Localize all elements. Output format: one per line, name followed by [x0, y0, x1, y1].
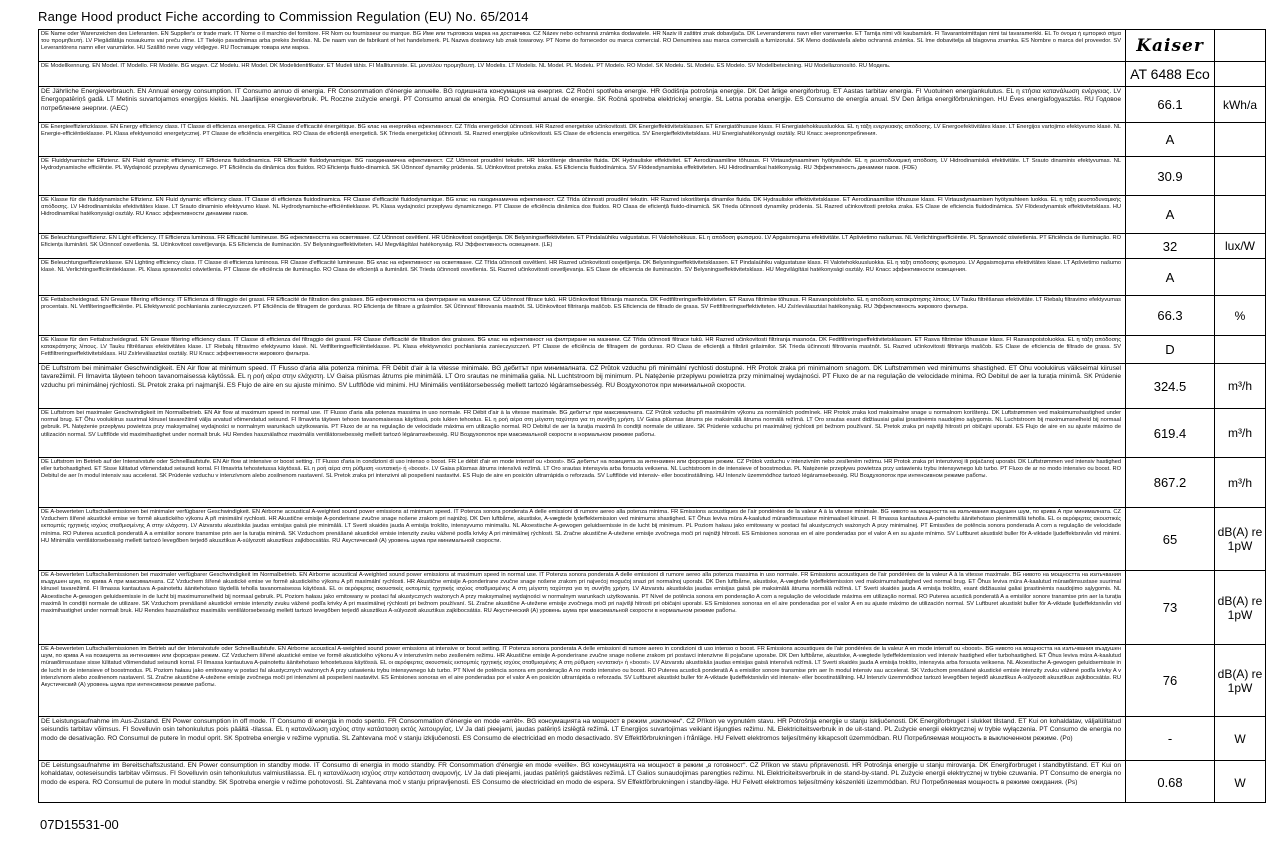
row-unit [1215, 336, 1265, 363]
row-value: 73 [1125, 571, 1215, 644]
row-value: D [1125, 336, 1215, 363]
row-model [39, 62, 1265, 87]
row-unit: W [1234, 775, 1246, 790]
row-value: 66.3 [1125, 296, 1215, 335]
row-unit [1215, 196, 1265, 233]
row-description: DE Name oder Warenzeichen des Lieferanten. EN Supplier's or trade mark. IT Nome o il marchio del fornitore. FR Nom ou fournisseur ou marque. BG Име или търговска марка на доставчика. CZ Název nebo ochranná známka dodavatele. HR Naziv ili zaštitni znak dobavljača. DK Leverandørens navn eller varemærke. ET Tarnija nimi või kaubamärk. FI Tavarantoimittajan nimi tai tavaramerkki. EL Το όνομα ή εμπορικό σήμα του προμηθευτή. LV Piegādātāja nosaukums vai preču zīme. LT Tiekėjo pavadinimas arba prekės ženklas. NL De naam van de fabrikant of het handelsmerk. PL Nazwa dostawcy lub znak towarowy. PT Nome do fornecedor ou marca comercial. RO Denumirea sau marca comercială a furnizorului. SK Meno dodávateľa alebo ochranná známka. SL Ime dobavitelja ali blagovna znamka. ES Nombre o marca del proveedor. SV Leverantörens namn eller varumärke. HU Szállító neve vagy védjegye. RU Поставщик товара или марка. [41, 31, 1121, 52]
row-unit: dB(A) re 1pW [1217, 666, 1263, 695]
row-unit: dB(A) re 1pW [1217, 593, 1263, 622]
row-description: DE Luftstrom bei maximaler Geschwindigkeit im Normalbetrieb. EN Air flow at maximum speed in normal use. IT Flusso d'aria alla potenza massima in uso normale. FR Débit d'air à la vitesse maximale. BG дебитът при максималната. CZ Průtok vzduchu při maximálním výkonu za normálních podmínek. HR Protok zraka kod maksimalne snage u normalnom korištenju. DK Luftstrømmen ved maksimumshastighed under normal brug. ET Õhu voolukiirus suurimal kiirusel tavarežiimil välja arvatud võimendatud seisund. FI Ilmavirta täyteen tehoon tavanomaisessa käytössä, pois lukien tehostus. EL η ροή αέρα στη μέγιστη ταχύτητα για τη συνήθη χρήση. LV Gaisa plūsmas ātrums pie maksimālā ātruma normālā režīmā. LT Oro srautas esant didžiausiai galiai įprastinėmis naudojimo sąlygomis. NL Luchtstroom bij maximumsnelheid bij normaal gebruik. PL Natężenie przepływu powietrza przy maksymalnej wydajności w normalnym warunkach użytkowania. PT Fluxo de ar na regulação de velocidade máxima em utilização normal. RO Debitul de aer la turația maximă în condiții normale de utilizare. SK Prúdenie vzduchu pri maximálnej rýchlosti pri bežnom používaní. SL Pretok zraka pri najvišji hitrosti pri običajni uporabi. ES Flujo de aire en su ajuste máximo de utilización normal. SV Luftflöde vid maximihastighet under normalt bruk. HU Rendes használathoz maximális ventilátorsebesség mellett tartozó légáramsebesség. RU Воздухопоток при максимальной скорости в нормальном режиме работы. [41, 410, 1121, 438]
row-power-off [39, 717, 1265, 761]
fiche-title: Range Hood product Fiche according to Commission Regulation (EU) No. 65/2014 [38, 9, 529, 24]
row-description: DE Leistungsaufnahme im Bereitschaftszustand. EN Power consumption in standby mode. IT Consumo di energia in modo standby. FR Consommation d'énergie en mode «veille». BG консумацията на мощност в режим „в готовност“. CZ Příkon ve stavu připravenosti. HR Potrošnja energije u stanju mirovanja. DK Energiforbruget i standbytilstand. ET Kui on kohaldatav, ooteseisundis tarbitav võimsus. FI Sovelluvin osin tehonkulutus valmiustilassa. EL η κατανάλωση ισχύος στην κατάσταση αναμονής. LV Ja dati pieejami, jaudas patēriņš gaidstāves režīmā. LT Galios sunaudojimas parengties režimu. NL Elektriciteitsverbruik in de stand-by-stand. PL Zużycie energii elektrycznej w trybie czuwania. PT Consumo de energia no modo de espera. RO Consumul de putere în modul standby. SK Spotreba energie v režime pohotovosti. SL Zahtevana moč v stanju pripravljenosti. ES Consumo de electricidad en modo de espera. SV Effektförbrukningen i standby-läge. HU Felvett elektromos teljesítmény készenléti üzemmódban. RU Потребляемая мощность в режиме ожидания. (Ps) [41, 762, 1121, 786]
row-value: 30.9 [1125, 157, 1215, 195]
row-description: DE Beleuchtungseffizienzklasse. EN Lighting efficiency class. IT Classe di efficienza luminosa. FR Classe d'efficacité lumineuse. BG клас на ефективност на осветяване. CZ Třída účinnosti osvětlení. HR Razred učinkovitosti osvjetljenja. DK Belysningseffektivitetsklassen. ET Pindalaühiku valgustatuse klass. FI Valotehokkuusluokka. EL η τάξη απόδοσης φωτισμού. LV Apgaismojuma efektivitātes klase. LT Apšvietimo našumo klasė. NL Verlichtingsefficiëntieklasse. PL Klasa sprawności oświetlenia. PT Classe de eficiência de iluminação. RO Clasa de eficiență a iluminării. SK Trieda účinnosti osvetlenia. SL Razred učinkovitosti osvetljevanja. ES Clase de eficiencia de iluminación. SV Belysningseffektivitetsklass. HU Megvilágítási hatékonysági osztály. RU Класс эффективности освещения. [41, 260, 1121, 274]
row-fluid-efficiency [39, 157, 1265, 196]
row-description: DE A-bewerteten Luftschallemissionen bei minimaler verfügbarer Geschwindigkeit. EN Airborne acoustical A-weighted sound power emissions at minimum speed. IT Potenza sonora ponderata A delle emissioni di rumore aereo alla potenza minima. FR Émissions acoustiques de l'air pondérées de la valeur A à la vitesse minimale. BG нивото на мощността на излъчвания въздушен шум, по крива А при минималната. CZ Vzduchem šířené akustické emise ve formě akustického výkonu A při minimální rychlosti. HR Akustične emisije A-ponderirane zvučne snage nošene zrakom pri najnižoj. DK Den luftbårne, akustiske, A-vægtede lydeffektemission ved minimums shastighed. ET Õhus leviva müra A-kaalutud mürавõimsustase minimaalsel kiirusel. FI Ilmassa kantautuva A-painotettu äänitehotaso pienimmällä teholla. EL οι αερόφερτες ακουστικές εκπομπές ηχητικής ισχύος σταθμισμένης A στην ελάχιστη. LV Aizvarstu akustiskās jaudas emisijas gaisā pie minimālā. LT Sverti skaidės jauda A emisija trokšto, intensyvumo minimaliu. NL Akoestische A-gewogen geluidsemissie in de lucht bij minimum. PL Poziom hałasu jako emitowany w postaci fal akustycznych ważonych A przy minimalnej. PT Emissões de potência sonora ponderada A com a regulação de velocidade mínima. RO Puterea acustică ponderată A a emisiilor sonore transmise prin aer la turația minimă. SK Vzduchom prenášané akustické emisie intenzity zvuku vážené podľa krivky A pri minimálnej rýchlosti. SL Zračne akustične A-utežene emisije zvočnega moči pri najnižji hitrosti. ES Emisiones sonoras en el aire ponderadas por el valor A en su ajuste mínimo. SV Luftburet akustiskt buller för A-viktade ljudeffektsnivån vid minimi. HU Minimális ventilátorsebesség mellett tartozó levegőben terjedő akusztikus A-súlyozott akusztikus zajkibocsátás. RU Акустический (A) уровень шума при минимальной скорости. [41, 509, 1121, 544]
row-description: DE Leistungsaufnahme im Aus-Zustand. EN Power consumption in off mode. IT Consumo di energia in modo spento. FR Consommation d'énergie en mode «arrêt». BG консумацията на мощност в режим „изключен“. CZ Příkon ve vypnutém stavu. HR Potrošnja energije u stanju isključenosti. DK Energiforbruget i slukket tilstand. ET Kui on kohaldatav, väljalülitatud seisundis tarbitav võimsus. FI Sovelluvin osin tehonkulutus pois päältä -tilassa. EL η κατανάλωση ισχύος στην κατάσταση εκτός λειτουργίας. LV Ja dati pieejami, jaudas patēriņš izslēgtā režīmā. LT Energijos suvartojimas veikiant išjungties režimu. NL Elektriciteitsverbruik in de uit-stand. PL Zużycie energii elektrycznej w trybie wyłączenia. PT Consumo de energia no modo de desativação. RO Consumul de putere în modul oprit. SK Spotreba energie v režime vypnutia. SL Zahtevana moč v stanju izključenosti. ES Consumo de electricidad en modo desactivado. SV Effektförbrukningen i frånläge. HU Felvett elektromos teljesítmény kikapcsolt üzemmódban. RU Потребляемая мощность в выключенном режиме. (Po) [41, 718, 1121, 742]
row-value: 66.1 [1125, 87, 1215, 122]
row-unit: % [1234, 308, 1246, 323]
row-annual-energy [39, 87, 1265, 123]
row-description: DE Fettabscheidegrad. EN Grease filtering efficiency. IT Efficienza di filtraggio dei grassi. FR Efficacité de filtration des graisses. BG ефективността на филтриране на мазнини. CZ Účinnost filtrace tuků. HR Učinkovitost filtriranja masnoća. DK Fedtfiltreringseffektiviteten. ET Rasva filtrimise tõhusus. FI Rasvanpoistoteho. EL η απόδοση κατακράτησης λίπους. LV Tauku filtrēšanas efektivitāte. LT Riebalų filtravimo efektyvumas procentais. NL Vetfilteringsefficiëntie. PL Efektywność pochłaniania zanieczyszczeń. PT Eficiência de filtragem de gorduras. RO Eficiența de filtrare a grăsimilor. SK Účinnosť filtrovania mastnôt. SL Učinkovitost filtriranja maščob. ES Eficiencia de filtrado de grasa. SV Fettfiltreringseffektiviteten. HU Zsírleválasztási hatékonyság. RU Эффективность жирового фильтра. [41, 297, 1121, 311]
row-unit: lux/W [1225, 239, 1255, 253]
row-value: 619.4 [1125, 409, 1215, 457]
row-lighting-class [39, 259, 1265, 296]
row-value: A [1125, 259, 1215, 295]
row-description: DE A-bewerteten Luftschallemissionen im Betrieb auf der Intensivstufe oder Schnelllaufstufe. EN Airborne acoustical A-weighted sound power emissions at intensive or boost setting. IT Potenza sonora ponderata A delle emissioni di rumore aereo in condizioni di uso intenso o boost. FR Émissions acoustiques de l'air pondérées de la valeur A en mode intensif ou «boost». BG нивото на мощността на излъчвания въздушен шум, по крива А на позицията за интензивен или форсиран режим. CZ Vzduchem šířené akustické emise ve formě akustického výkonu A v intenzivním nebo zesíleném režimu. HR Akustične emisije A-ponderirane zvučne snage nošene zrakom pri postavci intenzivne ili pojačane uporabe. DK Den luftbårne, akustiske, A-vægtede lydeffektemission ved intensiv hastighed eller turbohastighed. ET Õhus leviva müra A-kaalutud mürавõimsustase sisse lülitatud võimendatud seisundi korral. FI Ilmassa kantautuva A-painotettu äänitehotaso tehostetussa käytössä. EL οι αερόφερτες ακουστικές εκπομπές ηχητικής ισχύος σταθμισμένης A στη ρύθμιση «εντατική» ή «boost». LV Aizvarstu akustiskās jaudas emisijas gaisā intensīvā režīmā. LT Sverti skaidės jauda A emisija trokšto, intensyvia arba forsuota veiksena. NL Akoestische A-gewogen geluidsemissie in de lucht in de intensieve of boostmodus. PL Poziom hałasu jako emitowany w postaci fal akustycznych ważonych A przy ustawieniu trybu intensywnego lub turbo. PT Nível de potência sonora em ponderação A no modo intensivo ou boost. RO Puterea acustică ponderată A a emisiilor sonore transmise prin aer în modul intensiv sau accelerat. SK Vzduchom prenášané akustické emisie intenzity zvuku vážené podľa krivky A v intenzívnom alebo zosilnenom nastavení. SL Zračne akustične A-utežene emisije zvočnega moči pri intenzivni ali pospešeni nastavitvi. ES Emisiones sonoras en el aire ponderadas por el valor A en posición ultrarrápida o reforzada. SV Luftburet akustiskt buller för A-viktade ljudeffektsnivån vid intensiv- eller boostinställning. HU Intenzív üzemmódhoz tartozó levegőben terjedő akusztikus A-súlyozott akusztikus zajkibocsátás. RU Акустический (A) уровень шума при интенсивном режиме работы. [41, 646, 1121, 689]
row-grease-efficiency [39, 296, 1265, 336]
row-description: DE Luftstrom bei minimaler Geschwindigkeit. EN Air flow at minimum speed. IT Flusso d'aria alla potenza minima. FR Débit d'air à la vitesse minimale. BG дебитът при минималната. CZ Průtok vzduchu při minimální rychlosti dostupné. HR Protok zraka pri minimalnom snagom. DK Luftstrømmen ved minimums shastighed. ET Õhu voolukiirus väikseimal kiirusel tavarežiimil. FI Ilmavirta täyteen tehoon tavanomaisessa käytössä. EL η ροή αέρα στην ελάχιστη. LV Gaisa plūsmas ātrums pie minimālā. LT Oro srautas ne minimalia galia. NL Luchtstroom bij minimum. PL Natężenie przepływu powietrza przy minimalnej wydajności. PT Fluxo de ar na regulação de velocidade mínima. RO Debitul de aer la turația minimă. SK Prúdenie vzduchu pri minimálnej rýchlosti. SL Pretok zraka pri najmanjši. ES Flujo de aire en su ajuste mínimo. SV Luftflöde vid minimi. HU Minimális ventilátorsebesség mellett tartozó légáramsebesség. RU Воздухопоток при минимальной скорости. [41, 365, 1121, 389]
row-airflow-min [39, 364, 1265, 409]
row-airflow-max [39, 409, 1265, 458]
row-unit [1215, 157, 1265, 195]
row-description: DE Luftstrom im Betrieb auf der Intensivstufe oder Schnelllaufstufe. EN Air flow at intensive or boost setting. IT Flusso d'aria in condizioni di uso intenso o boost. FR Le débit d'air en mode intensif ou «boost». BG дебитът на позицията за интензивен или форсиран режим. CZ Průtok vzduchu v intenzivním nebo zesíleném režimu. HR Protok zraka pri intenzivnoj ili pojačanoj uporabi. DK Luftstrømmen ved intensiv hastighed eller turbohastighed. ET Sisse lülitatud võimendatud seisundi korral. FI Ilmavirta tehostetussa käytössä. EL η ροή αέρα στη ρύθμιση «εντατική» ή «boost». LV Gaisa plūsmas ātrums intensīvā režīmā. LT Oro srautas intensyvia arba forsuota veiksena. NL Luchtstroom in de intensieve of boostmodus. PL Natężenie przepływu powietrza przy ustawieniu trybu intensywnego lub turbo. PT Fluxo de ar no modo intensivo ou boost. RO Debitul de aer în modul intensiv sau accelerat. SK Prúdenie vzduchu v intenzívnom alebo zosilnenom nastavení. SL Pretok zraka pri intenzivni ali pospešeni nastavitvi. ES Flujo de aire en posición ultrarrápida o reforzada. SV Luftflöde vid intensiv- eller boostinställning. HU Intenzív üzemmódhoz tartozó légáramsebesség. RU Воздухопоток при интенсивном режиме работы. [41, 459, 1121, 480]
row-light-efficiency [39, 234, 1265, 259]
row-description: DE Klasse für den Fettabscheidegrad. EN Grease filtering efficiency class. IT Classe di efficienza del filtraggio dei grassi. FR Classe d'efficacité de filtration des graisses. BG клас на ефективност на филтриране на мазнини. CZ Třída účinnosti filtrace tuků. HR Razred učinkovitosti filtriranja masnoća. DK Fedtfiltreringseffektivitetsklassen. ET Rasva filtrimise tõhususe klass. FI Rasvanpoistoluokka. EL η τάξη απόδοσης κατακράτησης λίπους. LV Tauku filtrēšanas efektivitātes klase. LT Riebalų filtravimo efektyvumo klasė. NL Vetfilteringsefficiëntieklasse. PL Klasa efektywności pochłaniania zanieczyszczeń. PT Classe de eficiência de filtragem de gorduras. RO Clasa de eficiență a filtrării grăsimilor. SK Trieda účinnosti filtrovania mastnôt. SL Razred učinkovitosti filtriranja maščob. ES Clase de eficiencia de filtrado de grasa. SV Fettfiltreringseffektivitetsklass. HU Zsírleválasztási osztály. RU Класс эффективности жирового фильтра. [41, 337, 1121, 358]
row-value: - [1125, 717, 1215, 760]
row-value: 76 [1125, 645, 1215, 716]
row-description: DE A-bewerteten Luftschallemissionen bei maximaler verfügbarer Geschwindigkeit im Normalbetrieb. EN Airborne acoustical A-weighted sound power emissions at maximum speed in normal use. IT Potenza sonora ponderata A delle emissioni di rumore aereo alla potenza massima in uso normale. FR Émissions acoustiques de l'air pondérées de la valeur A à la vitesse maximale. BG нивото на мощността на излъчвания въздушен шум, по крива А при максималната. CZ Vzduchem šířené akustické emise ve formě akustického výkonu A při maximální rychlosti. HR Akustične emisije A-ponderirane zvučne snage nošene zrakom pri najvećoj mogućoj snazi pri normalnoj uporabi. DK Den luftbårne, akustiske, A-vægtede lydeffektemission ved maksimumshastighed ved normal brug. ET Õhus leviva müra A-kaalutud mürавõimsustase suurimal kiirusel tavarežiimil. FI Ilmassa kantautuva A-painotettu äänitehotaso täydellä teholla tavanomaisessa käytössä. EL οι αερόφερτες ακουστικές εκπομπές ηχητικής ισχύος σταθμισμένης A στη μέγιστη ταχύτητα για τη συνήθη χρήση. LV Aizvarstu akustiskās jaudas emisijas gaisā pie maksimālā ātruma normālā režīmā. LT Sverti skaidės jauda A emisija trokšto, esant didžiausiai galiai įprastinėmis naudojimo sąlygomis. NL Akoestische A-gewogen geluidsemissie in de lucht bij maximumsnelheid bij normaal gebruik. PL Poziom hałasu jako emitowany w postaci fal akustycznych ważonych A przy maksymalnej wydajności w normalnym warunkach użytkowania. PT Nível de potência sonora em ponderação A com a regulação de velocidade máxima em utilização normal. RO Puterea acustică ponderată A a emisiilor sonore transmise prin aer la turația maximă în condiții normale de utilizare. SK Vzduchom prenášané akustické emisie intenzity zvuku vážené podľa krivky A pri maximálnej rýchlosti pri bežnom používaní. SL Zračne akustične A-utežene emisije zvočnega moči pri najvišji hitrosti pri običajni uporabi. ES Emisiones sonoras en el aire ponderadas por el valor A en su ajuste máximo de utilización normal. SV Luftburet akustiskt buller för A-viktade ljudeffektsnivån vid maximihastighet under normalt bruk. HU Rendes használathoz maximális ventilátorsebesség mellett tartozó levegőben terjedő akusztikus A-súlyozott akusztikus zajkibocsátás. RU Акустический (A) уровень шума при максимальной скорости в нормальном режиме работы. [41, 572, 1121, 615]
row-value: 65 [1125, 508, 1215, 570]
row-supplier [39, 30, 1265, 62]
row-unit: kWh/a [1222, 97, 1257, 112]
model-value: AT 6488 Eco [1125, 62, 1215, 86]
row-unit [1215, 123, 1265, 156]
row-unit: m³/h [1228, 379, 1252, 393]
row-unit: dB(A) re 1pW [1217, 525, 1263, 553]
row-value: A [1125, 196, 1215, 233]
row-value: A [1125, 123, 1215, 156]
row-energy-class [39, 123, 1265, 157]
supplier-logo: Kaiser [1125, 30, 1215, 61]
product-fiche-table [38, 29, 1266, 803]
row-noise-min [39, 508, 1265, 571]
row-value: 32 [1125, 234, 1215, 258]
row-description: DE Energieeffizienzklasse. EN Energy efficiency class. IT Classe di efficienza energetica. FR Classe d'efficacité énergétique. BG клас на енергийна ефективност. CZ Třída energetické účinnosti. HR Razred energetske učinkovitosti. DK Energieffektivitetsklassen. ET Energiatõhususe klass. FI Energiatehokkuusluokka. EL η τάξη ενεργειακής απόδοσης. LV Energoefektivitātes klase. LT Energijos vartojimo efektyvumo klasė. NL Energie-efficiëntieklasse. PL Klasa efektywności energetycznej. PT Classe de eficiência energética. RO Clasa de eficiență energetică. SK Trieda energetickej účinnosti. SL Razred energijske učinkovitosti. ES Clase de eficiencia energética. SV Energieffektivitetsklass. HU Energiahatékonysági osztály. RU Класс энергопотребления. [41, 124, 1121, 138]
row-description: DE Modellkennung. EN Model. IT Modello. FR Modèle. BG модел. CZ Modelu. HR Model. DK Modelidentifikator. ET Mudeli tähis. FI Mallitunniste. EL μοντέλου προμηθευτή. LV Modelis. LT Modelis. NL Model. PL Modelu. PT Modelo. RO Model. SK Modelu. SL Modelu. ES Modelo. SV Modellbeteckning. HU Modellazonosító. RU Модель. [41, 63, 891, 69]
row-noise-boost [39, 645, 1265, 717]
row-unit: m³/h [1228, 475, 1252, 490]
row-description: DE Fluiddynamische Effizienz. EN Fluid dynamic efficiency. IT Efficienza fluidodinamica. FR Efficacité fluidodynamique. BG газодинамична ефективност. CZ Účinnost proudění tekutin. HR Iskorištenje dinamike fluida. DK Hydrauliske effektivitet. ET Aerodünaamiline tõhusus. FI Virtausdynaaminen hyötysuhde. EL η ρευστοδυναμική απόδοση. LV Hidrodinamiskā efektivitāte. LT Srauto dinaminis efektyvumas. NL Hydrodynamische efficiëntie. PL Wydajność przepływu dynamicznego. PT Eficiência da dinâmica dos fluidos. RO Eficiența fluido-dinamică. SK Účinnosť dynamiky prúdenia. SL Učinkovitost pretoka zraka. ES Eficiencia fluidodinámica. SV Flödesdynamiska effektiviteten. HU Hidrodinamikai hatékonyság. RU Эффективность динамики газов. (FDE) [41, 158, 1121, 172]
row-unit: W [1234, 731, 1246, 746]
row-airflow-boost [39, 458, 1265, 508]
row-value: 867.2 [1125, 458, 1215, 507]
document-code: 07D15531-00 [40, 817, 119, 832]
row-description: DE Jährliche Energieverbrauch. EN Annual energy consumption. IT Consumo annuo di energia. FR Consommation d'énergie annuelle. BG годишната консумация на енергия. CZ Roční spotřeba energie. HR Godišnja potrošnja energije. DK Det årlige energiforbrug. ET Aastas tarbitav energia. FI Vuotuinen energiankulutus. EL η ετήσια κατανάλωση ενέργειας. LV Energopatēriņš gadā. LT Metinis suvartojamos energijos kiekis. NL Jaarlijkse energieverbruik. PL Roczne zużycie energii. PT Consumo anual de energia. RO Consumul anual de energie. SK Ročná spotreba elektrickej energie. SL Letna poraba energije. ES Consumo de energía anual. SV Den årliga energiförbrukningen. HU Éves energiafogyasztás. RU Годовое потребление энергии. (AEC) [41, 88, 1121, 112]
row-unit: m³/h [1228, 426, 1252, 440]
row-unit [1215, 62, 1265, 86]
row-grease-class [39, 336, 1265, 364]
row-unit [1215, 259, 1265, 295]
row-value: 0.68 [1125, 761, 1215, 803]
row-value: 324.5 [1125, 364, 1215, 408]
row-noise-max [39, 571, 1265, 645]
row-unit [1215, 30, 1265, 61]
row-fluid-class [39, 196, 1265, 234]
row-description: DE Klasse für die fluiddynamische Effizienz. EN Fluid dynamic efficiency class. IT Classe di efficienza fluidodinamica. FR Classe d'efficacité fluidodynamique. BG клас на газодинамична ефективност. CZ Třída účinnosti proudění tekutin. HR Razred iskorištenja dinamike fluida. DK Hydrauliske effektivitetsklasse. ET Aerodünaamilise tõhususe klass. FI Virtausdynaamisen hyötysuhteen luokka. EL η τάξη ρευστοδυναμικής απόδοσης. LV Hidrodinamiskās efektivitātes klase. LT Srauto dinaminio efektyvumo klasė. NL Hydrodynamische-efficiëntieklasse. PL Klasa wydajności przepływu dynamicznego. PT Classe de eficiência dinâmica dos fluidos. RO Clasa de eficiență fluido-dinamică. SK Trieda účinnosti dynamiky prúdenia. SL Razred učinkovitosti pretoka zraka. ES Clase de eficiencia fluidodinámica. SV Flödesdynamisk effektivitetsklass. HU Hidrodinamikai hatékonysági osztály. RU Класс эффективности динамики газов. [41, 197, 1121, 218]
row-description: DE Beleuchtungseffizienz. EN Light efficiency. IT Efficienza luminosa. FR Efficacité lumineuse. BG ефективността на осветяване. CZ Účinnost osvětlení. HR Učinkovitost osvjetljenja. DK Belysningseffektiviteten. ET Pindalaühiku valgustatus. FI Valotehokkuus. EL η απόδοση φωτισμού. LV Apgaismojuma efektivitāte. LT Apšvietimo našumas. NL Verlichtingsefficiëntie. PL Sprawność oświetlenia. PT Eficiência de iluminação. RO Eficiența iluminării. SK Účinnosť osvetlenia. SL Učinkovitost osvetljevanja. ES Eficiencia de iluminación. SV Belysningseffektiviteten. HU Megvilágítási hatékonyság. RU Эффективность освещения. (LE) [41, 235, 1121, 249]
row-power-standby [39, 761, 1265, 803]
